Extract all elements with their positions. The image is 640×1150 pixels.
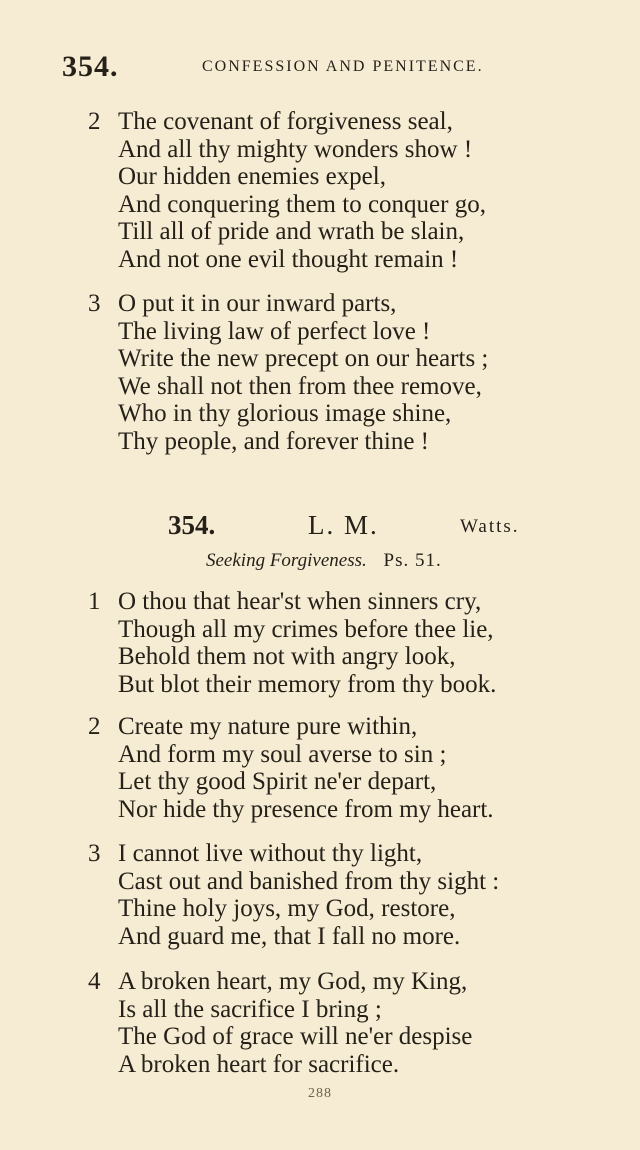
hymn-number: 354. <box>168 510 216 540</box>
footer-page-number: 288 <box>308 1086 332 1101</box>
verse-line: A broken heart for sacrifice. <box>118 1050 400 1078</box>
verse-line: Till all of pride and wrath be slain, <box>118 218 465 245</box>
verse-line: And not one evil thought remain ! <box>118 245 459 273</box>
verse-line: And guard me, that I fall no more. <box>118 922 461 950</box>
stanza-2 <box>88 713 608 823</box>
verse-line: Thy people, and forever thine ! <box>118 427 429 455</box>
verse-line: Behold them not with angry look, <box>118 643 456 670</box>
stanza-1 <box>88 588 608 698</box>
prev-stanza-3 <box>88 290 608 455</box>
verse-line: Cast out and banished from thy sight : <box>118 867 500 895</box>
verse-line: Thine holy joys, my God, restore, <box>118 895 456 922</box>
subtitle-text: Seeking Forgiveness. <box>206 550 367 571</box>
verse-line: I cannot live without thy light, <box>118 840 423 867</box>
verse-line: But blot their memory from thy book. <box>118 670 497 698</box>
verse-line: Though all my crimes before thee lie, <box>118 615 494 643</box>
verse-line: Create my nature pure within, <box>118 713 418 740</box>
verse-line: Who in thy glorious image shine, <box>118 400 452 427</box>
stanza-3 <box>88 840 608 950</box>
verse-line: O put it in our inward parts, <box>118 290 397 317</box>
verse-line: And all thy mighty wonders show ! <box>118 135 473 163</box>
verse-line: Write the new precept on our hearts ; <box>118 345 489 372</box>
hymn-subtitle <box>206 550 442 572</box>
verse-line: The living law of perfect love ! <box>118 317 431 345</box>
hymn-heading <box>168 510 548 546</box>
verse-line: We shall not then from thee remove, <box>118 372 482 400</box>
page-header <box>62 50 522 84</box>
verse-line: O thou that hear'st when sinners cry, <box>118 588 482 615</box>
hymn-author: Watts. <box>460 516 520 537</box>
stanza-number: 3 <box>88 840 101 867</box>
header-hymn-number: 354. <box>62 50 119 83</box>
verse-line: Nor hide thy presence from my heart. <box>118 795 494 823</box>
verse-line: The God of grace will ne'er despise <box>118 1023 473 1050</box>
verse-line: Let thy good Spirit ne'er depart, <box>118 768 437 795</box>
stanza-number: 2 <box>88 713 101 740</box>
verse-line: And conquering them to conquer go, <box>118 190 486 218</box>
stanza-number: 1 <box>88 588 101 615</box>
stanza-number: 4 <box>88 968 101 995</box>
verse-line: A broken heart, my God, my King, <box>118 968 468 995</box>
stanza-number: 2 <box>88 108 101 135</box>
verse-line: Our hidden enemies expel, <box>118 163 386 190</box>
stanza-4 <box>88 968 608 1078</box>
verse-line: And form my soul averse to sin ; <box>118 740 447 768</box>
prev-stanza-2 <box>88 108 608 273</box>
scripture-reference: Ps. 51. <box>383 550 442 571</box>
running-title: CONFESSION AND PENITENCE. <box>202 58 484 75</box>
verse-line: Is all the sacrifice I bring ; <box>118 995 382 1023</box>
stanza-number: 3 <box>88 290 101 317</box>
verse-line: The covenant of forgiveness seal, <box>118 108 453 135</box>
hymn-meter: L. M. <box>308 510 379 540</box>
